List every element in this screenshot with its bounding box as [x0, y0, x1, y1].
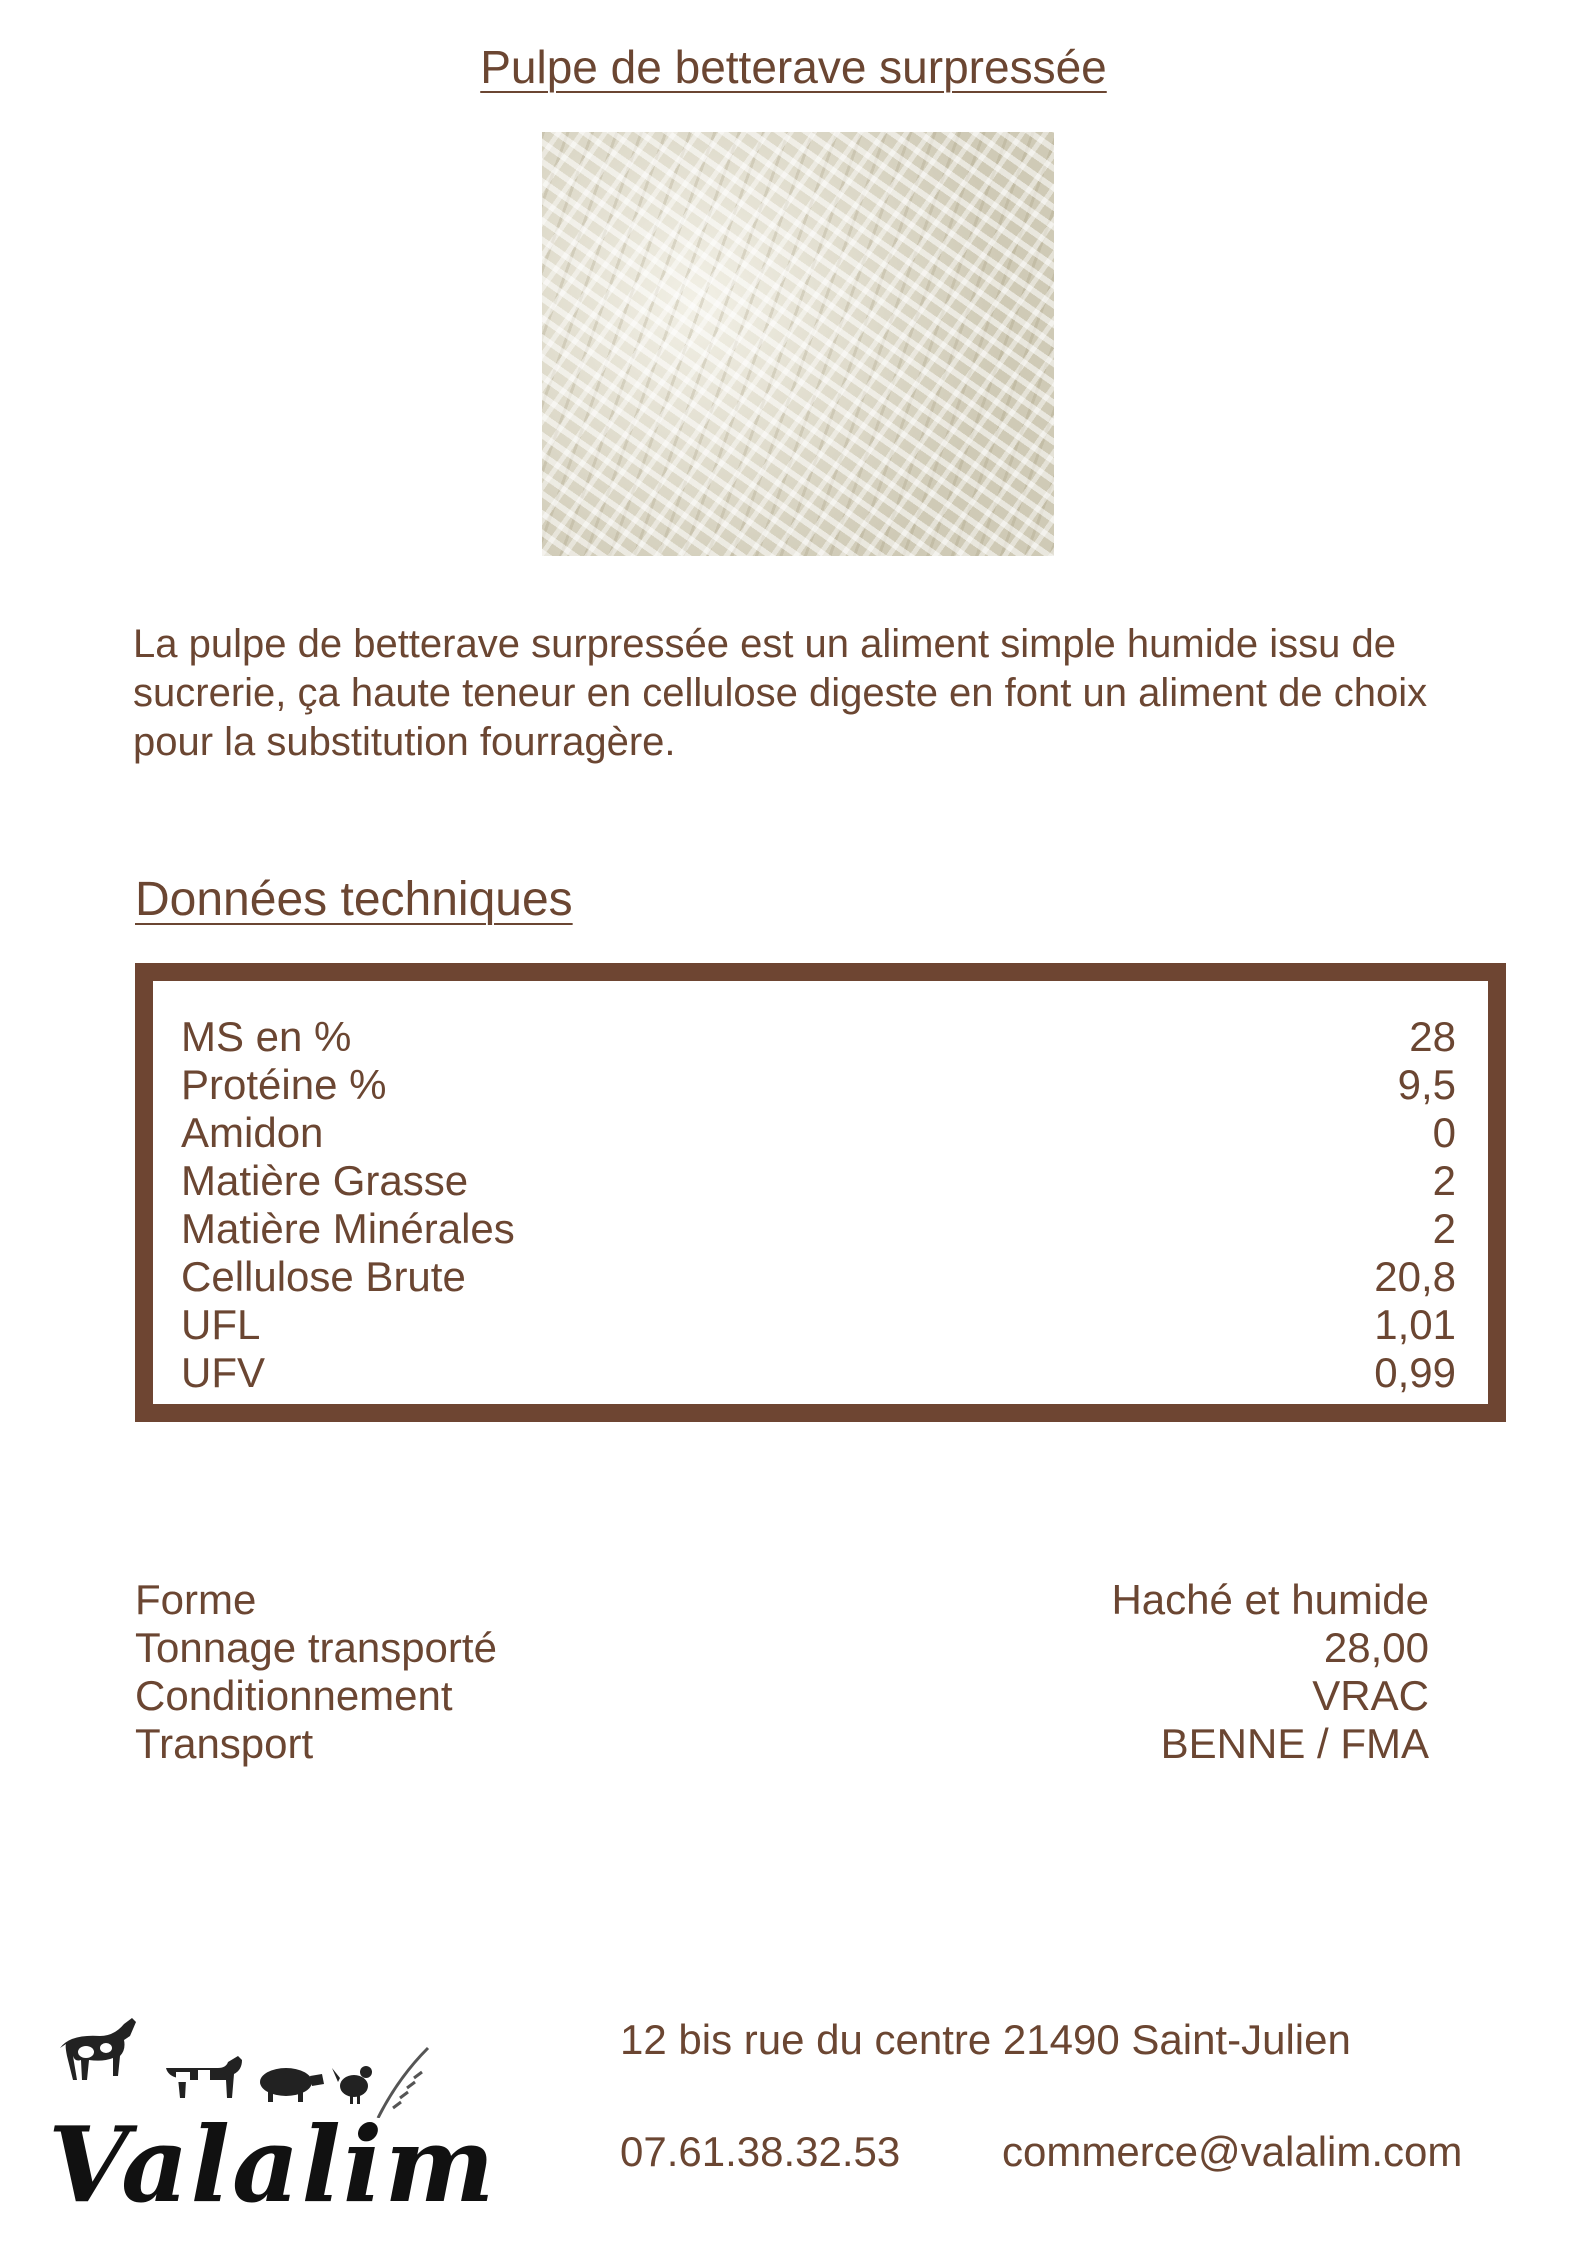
tech-value: 28 — [1409, 1013, 1456, 1060]
param-label: Forme — [135, 1576, 257, 1623]
tech-row — [153, 1253, 1488, 1301]
tech-row — [153, 1157, 1488, 1205]
valalim-logo — [48, 2008, 497, 2226]
contact-phone: 07.61.38.32.53 — [620, 2128, 901, 2175]
tech-label: MS en % — [181, 1013, 352, 1060]
tech-label: Matière Grasse — [181, 1157, 469, 1204]
contact-address: 12 bis rue du centre 21490 Saint-Julien — [620, 2016, 1351, 2063]
tech-label: Amidon — [181, 1109, 324, 1156]
tech-value: 9,5 — [1397, 1061, 1456, 1108]
param-label: Tonnage transporté — [135, 1624, 497, 1671]
tech-label: UFL — [181, 1301, 261, 1348]
param-value: 28,00 — [1323, 1624, 1429, 1671]
param-row — [135, 1672, 1429, 1720]
tech-value: 20,8 — [1374, 1253, 1456, 1300]
tech-label: Protéine % — [181, 1061, 387, 1108]
param-row — [135, 1624, 1429, 1672]
tech-value: 2 — [1432, 1157, 1456, 1204]
product-params — [135, 1576, 1429, 1768]
tech-section-title: Données techniques — [135, 873, 573, 926]
tech-data-table — [135, 963, 1506, 1422]
param-label: Transport — [135, 1720, 314, 1767]
tech-label: Matière Minérales — [181, 1205, 515, 1252]
param-label: Conditionnement — [135, 1672, 453, 1719]
product-photo — [542, 132, 1054, 556]
tech-row — [153, 1013, 1488, 1061]
tech-label: Cellulose Brute — [181, 1253, 466, 1300]
tech-row — [153, 1301, 1488, 1349]
tech-label: UFV — [181, 1349, 265, 1396]
param-row — [135, 1576, 1429, 1624]
param-row — [135, 1720, 1429, 1768]
tech-row — [153, 1061, 1488, 1109]
tech-row — [153, 1349, 1488, 1397]
param-value: BENNE / FMA — [1160, 1720, 1429, 1767]
tech-row — [153, 1109, 1488, 1157]
logo-text: Valalim — [48, 2103, 497, 2226]
tech-row — [153, 1205, 1488, 1253]
tech-value: 2 — [1432, 1205, 1456, 1252]
param-value: Haché et humide — [1111, 1576, 1429, 1623]
param-value: VRAC — [1312, 1672, 1429, 1719]
page-title: Pulpe de betterave surpressée — [480, 41, 1107, 93]
tech-value: 1,01 — [1374, 1301, 1456, 1348]
contact-email[interactable]: commerce@valalim.com — [1002, 2128, 1463, 2175]
farm-animals-icon — [48, 2008, 438, 2118]
tech-value: 0 — [1432, 1109, 1456, 1156]
product-description: La pulpe de betterave surpressée est un aliment simple humide issu de sucrerie, ça haute teneur en cellulose digeste en font un aliment de choix pour la substitution fourragère. — [133, 622, 1428, 764]
tech-value: 0,99 — [1374, 1349, 1456, 1396]
